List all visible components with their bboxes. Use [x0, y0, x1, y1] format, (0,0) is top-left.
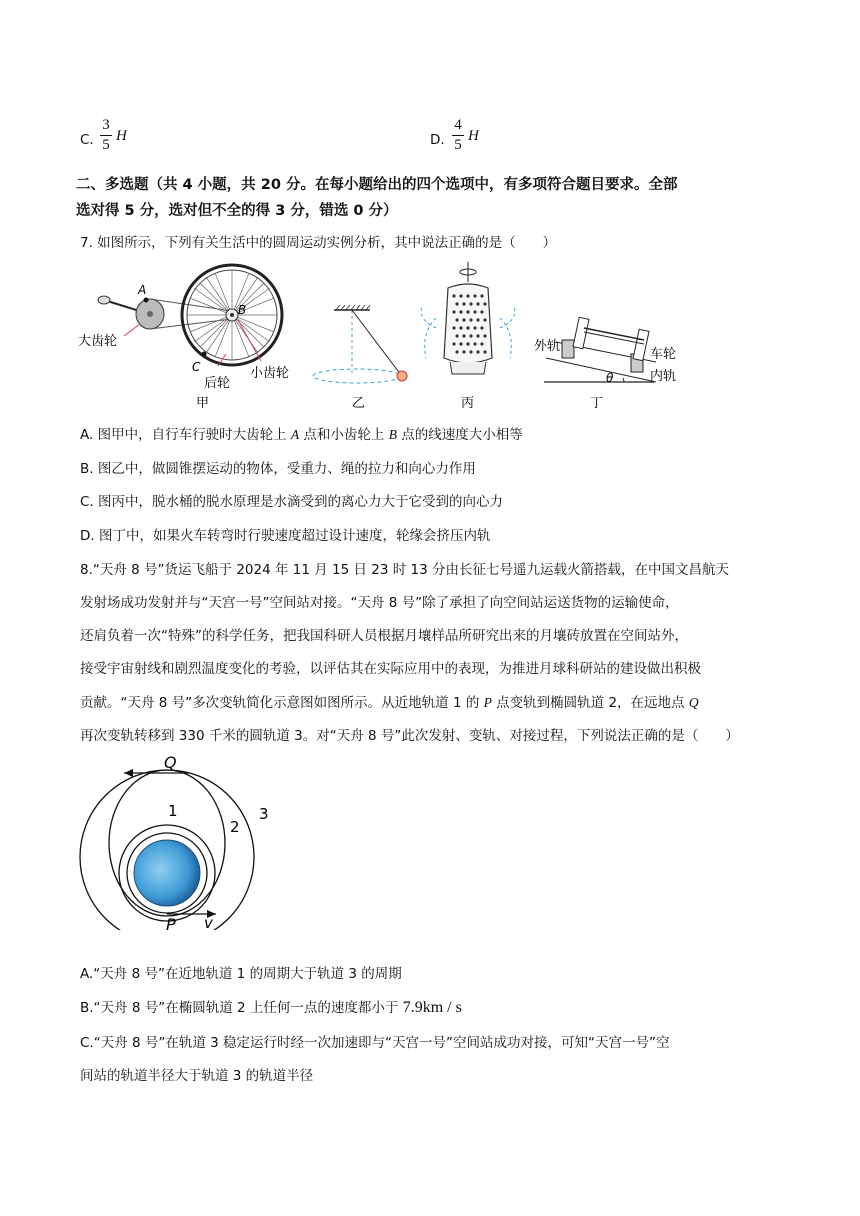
banked-track-figure: [544, 317, 656, 382]
dryer-hole: [452, 294, 455, 297]
dryer-hole: [459, 326, 462, 329]
dryer-hole: [455, 334, 458, 337]
earth: [134, 840, 200, 906]
label-p: P: [166, 915, 176, 930]
dryer-hole: [455, 350, 458, 353]
q7-option-c: C. 图丙中，脱水桶的脱水原理是水滴受到的离心力大于它受到的向心力: [80, 494, 504, 510]
dryer-hole: [473, 310, 476, 313]
outer-rail-label: 外轨: [534, 339, 561, 354]
option-c-unit: H: [116, 128, 127, 144]
dryer-hole: [455, 318, 458, 321]
dryer-hole: [455, 302, 458, 305]
panel-1-label: 甲: [196, 396, 210, 411]
dryer-hole: [462, 350, 465, 353]
dryer-hole: [466, 310, 469, 313]
dryer-hole: [483, 302, 486, 305]
q7-option-d: D. 图丁中，如果火车转弯时行驶速度超过设计速度，轮缘会挤压内轨: [80, 528, 491, 544]
dryer-hole: [469, 350, 472, 353]
option-c-fraction: 3 5: [99, 117, 113, 154]
q7-option-b: B. 图乙中，做圆锥摆运动的物体，受重力、绳的拉力和向心力作用: [80, 461, 476, 477]
small-gear-label: 小齿轮: [250, 366, 290, 381]
q8-stem: 8.“天舟 8 号”货运飞船于 2024 年 11 月 15 日 23 时 13 分由长征七号遥九运载火箭搭载，在中国文昌航天 发射场成功发射并与“天宫一号”空间站对接。“天舟 8 号”除了承担了向空间站运送货物的运输使命， 还肩负着一次“特殊”的科学任务，把我国科研人员根据月壤样品所研究出来的月壤砖放置在空间站外， 接受宇宙射线和剧烈温度变化的考验，以评估其在实际应用中的表现，为推进月球科研站的建设做出积极 贡献。“天舟 8 号”多次变轨简化示意图如图所示。从近地轨道 1 的 P 点变轨到椭圆轨道 2，在远地点 Q 再次变轨转移到 330 千米的圆轨道 3。对“天舟 8 号”此次发射、变轨、对接过程，下列说法正确的是（ ）: [80, 562, 739, 744]
point-c-label: C: [192, 360, 201, 374]
dryer-hole: [452, 326, 455, 329]
dryer-hole: [480, 310, 483, 313]
dryer-hole: [459, 294, 462, 297]
dryer-hole: [480, 326, 483, 329]
dryer-hole: [473, 342, 476, 345]
option-d-label: D.: [430, 132, 445, 148]
label-orbit-2: 2: [230, 818, 240, 836]
dryer-hole: [459, 310, 462, 313]
option-d-unit: H: [468, 128, 479, 144]
dryer-hole: [462, 302, 465, 305]
dryer-hole: [476, 334, 479, 337]
dryer-hole: [466, 326, 469, 329]
dryer-hole: [483, 334, 486, 337]
dryer-hole: [462, 318, 465, 321]
q7-stem: 7. 如图所示，下列有关生活中的圆周运动实例分析，其中说法正确的是（ ）: [80, 235, 557, 251]
dryer-hole: [466, 342, 469, 345]
bicycle-figure: [98, 265, 282, 366]
dryer-hole: [452, 342, 455, 345]
dryer-hole: [480, 294, 483, 297]
wheel-label: 车轮: [650, 347, 677, 362]
dryer-hole: [480, 342, 483, 345]
spin-dryer-figure: [421, 262, 514, 374]
panel-2-label: 乙: [352, 396, 366, 411]
section-heading-line2: 选对得 5 分，选对但不全的得 3 分，错选 0 分）: [76, 203, 398, 219]
dryer-hole: [476, 350, 479, 353]
big-gear-label: 大齿轮: [78, 334, 118, 349]
dryer-hole: [469, 302, 472, 305]
section-heading-line1: 二、多选题（共 4 小题，共 20 分。在每小题给出的四个选项中，有多项符合题目要求。全部: [76, 177, 678, 193]
dryer-hole: [452, 310, 455, 313]
label-v: v: [204, 914, 213, 930]
q7-figure: [76, 258, 696, 413]
conical-pendulum-figure: [313, 305, 407, 383]
option-c-label: C.: [80, 132, 94, 148]
panel-4-label: 丁: [590, 396, 604, 411]
label-orbit-1: 1: [168, 802, 178, 820]
rear-wheel-label: 后轮: [204, 376, 231, 391]
theta-label: θ: [606, 371, 614, 385]
label-q: Q: [164, 753, 177, 772]
panel-3-label: 丙: [461, 396, 475, 411]
q8-option-c-line2: 间站的轨道半径大于轨道 3 的轨道半径: [80, 1068, 314, 1084]
inner-rail-label: 内轨: [650, 369, 677, 384]
dryer-hole: [473, 326, 476, 329]
dryer-hole: [466, 294, 469, 297]
dryer-hole: [473, 294, 476, 297]
point-b-label: B: [238, 303, 247, 317]
option-d-fraction: 4 5: [451, 117, 465, 154]
point-a-label: A: [138, 283, 147, 297]
dryer-hole: [462, 334, 465, 337]
dryer-hole: [476, 302, 479, 305]
dryer-hole: [469, 334, 472, 337]
dryer-hole: [476, 318, 479, 321]
q8-orbit-figure: [76, 752, 286, 930]
q8-option-a: A.“天舟 8 号”在近地轨道 1 的周期大于轨道 3 的周期: [80, 966, 402, 982]
dryer-hole: [469, 318, 472, 321]
q8-option-c-line1: C.“天舟 8 号”在轨道 3 稳定运行时经一次加速即与“天宫一号”空间站成功对接，可知“天宫一号”空: [80, 1035, 670, 1051]
label-orbit-3: 3: [259, 805, 269, 823]
q7-option-a: A. 图甲中，自行车行驶时大齿轮上 A 点和小齿轮上 B 点的线速度大小相等: [80, 427, 523, 443]
dryer-hole: [483, 318, 486, 321]
dryer-hole: [483, 350, 486, 353]
q8-option-b: B.“天舟 8 号”在椭圆轨道 2 上任何一点的速度都小于 7.9km / s: [80, 999, 462, 1016]
dryer-hole: [459, 342, 462, 345]
